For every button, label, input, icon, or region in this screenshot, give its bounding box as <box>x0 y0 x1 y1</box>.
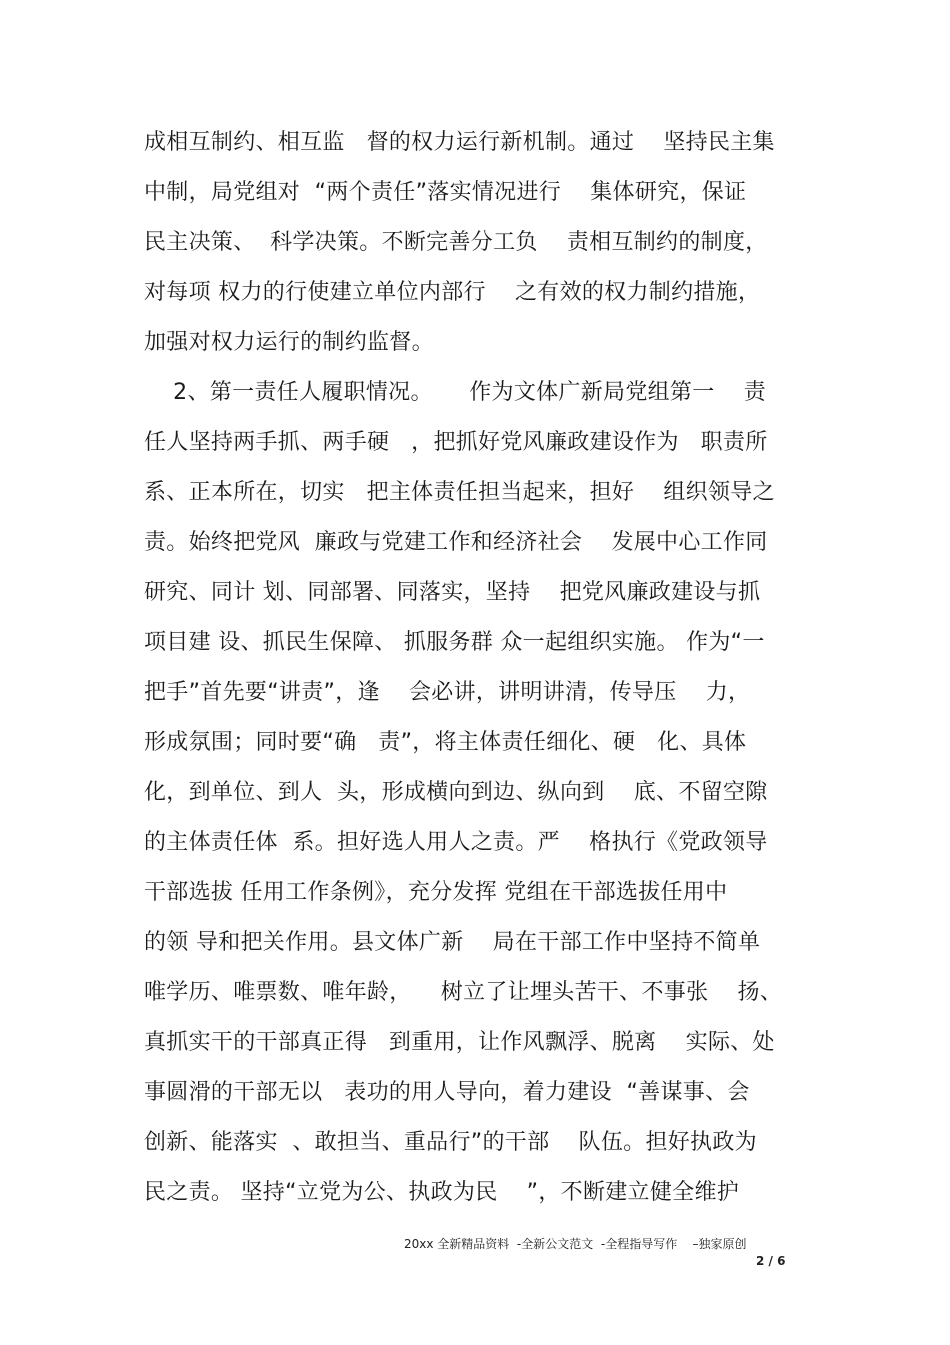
text-line: 唯学历、唯票数、唯年龄， 树立了让埋头苦干、不事张 扬、 <box>144 980 783 1005</box>
text-line: 责。始终把党风 廉政与党建工作和经济社会 发展中心工作同 <box>144 530 768 555</box>
text-line: 系、正本所在，切实 把主体责任担当起来，担好 组织领导之 <box>144 480 775 505</box>
text-line: 事圆滑的干部无以 表功的用人导向，着力建设 “善谋事、会 <box>144 1080 750 1105</box>
text-line: 的主体责任体 系。担好选人用人之责。严 格执行《党政领导 <box>144 830 768 855</box>
text-line: 真抓实干的干部真正得 到重用，让作风飘浮、脱离 实际、处 <box>144 1030 775 1055</box>
text-line: 成相互制约、相互监 督的权力运行新机制。通过 坚持民主集 <box>144 130 775 155</box>
text-line: 干部选拔 任用工作条例》，充分发挥 党组在干部选拔任用中 <box>144 880 728 905</box>
text-line: 创新、能落实 、敢担当、重品行”的干部 队伍。担好执政为 <box>144 1130 757 1155</box>
text-line: 形成氛围；同时要“确 责”，将主体责任细化、硬 化、具体 <box>144 730 747 755</box>
text-line: 把手”首先要“讲责”，逢 会必讲，讲明讲清，传导压 力， <box>144 680 751 705</box>
text-line: 化，到单位、到人 头，形成横向到边、纵向到 底、不留空隙 <box>144 780 768 805</box>
text-line: 中制，局党组对 “两个责任”落实情况进行 集体研究，保证 <box>144 180 747 205</box>
text-line: 2、第一责任人履职情况。 作为文体广新局党组第一 责 <box>144 380 767 405</box>
text-line: 项目建 设、抓民生保障、 抓服务群 众一起组织实施。 作为“一 <box>144 630 765 655</box>
text-line: 任人坚持两手抓、两手硬 ，把抓好党风廉政建设作为 职责所 <box>144 430 768 455</box>
body-text <box>144 118 824 1218</box>
text-line: 的领 导和把关作用。县文体广新 局在干部工作中坚持不简单 <box>144 930 761 955</box>
text-line: 民之责。 坚持“立党为公、执政为民 ”，不断建立健全维护 <box>144 1180 740 1205</box>
page-footer: 20xx 全新精品资料 -全新公文范文 -全程指导写作 –独家原创 <box>404 1237 747 1251</box>
text-line: 加强对权力运行的制约监督。 <box>144 330 434 355</box>
text-line: 民主决策、 科学决策。不断完善分工负 责相互制约的制度， <box>144 230 768 255</box>
text-line: 对每项 权力的行使建立单位内部行 之有效的权力制约措施， <box>144 280 761 305</box>
text-line: 研究、同计 划、同部署、同落实，坚持 把党风廉政建设与抓 <box>144 580 761 605</box>
page-number: 2 / 6 <box>756 1254 786 1268</box>
